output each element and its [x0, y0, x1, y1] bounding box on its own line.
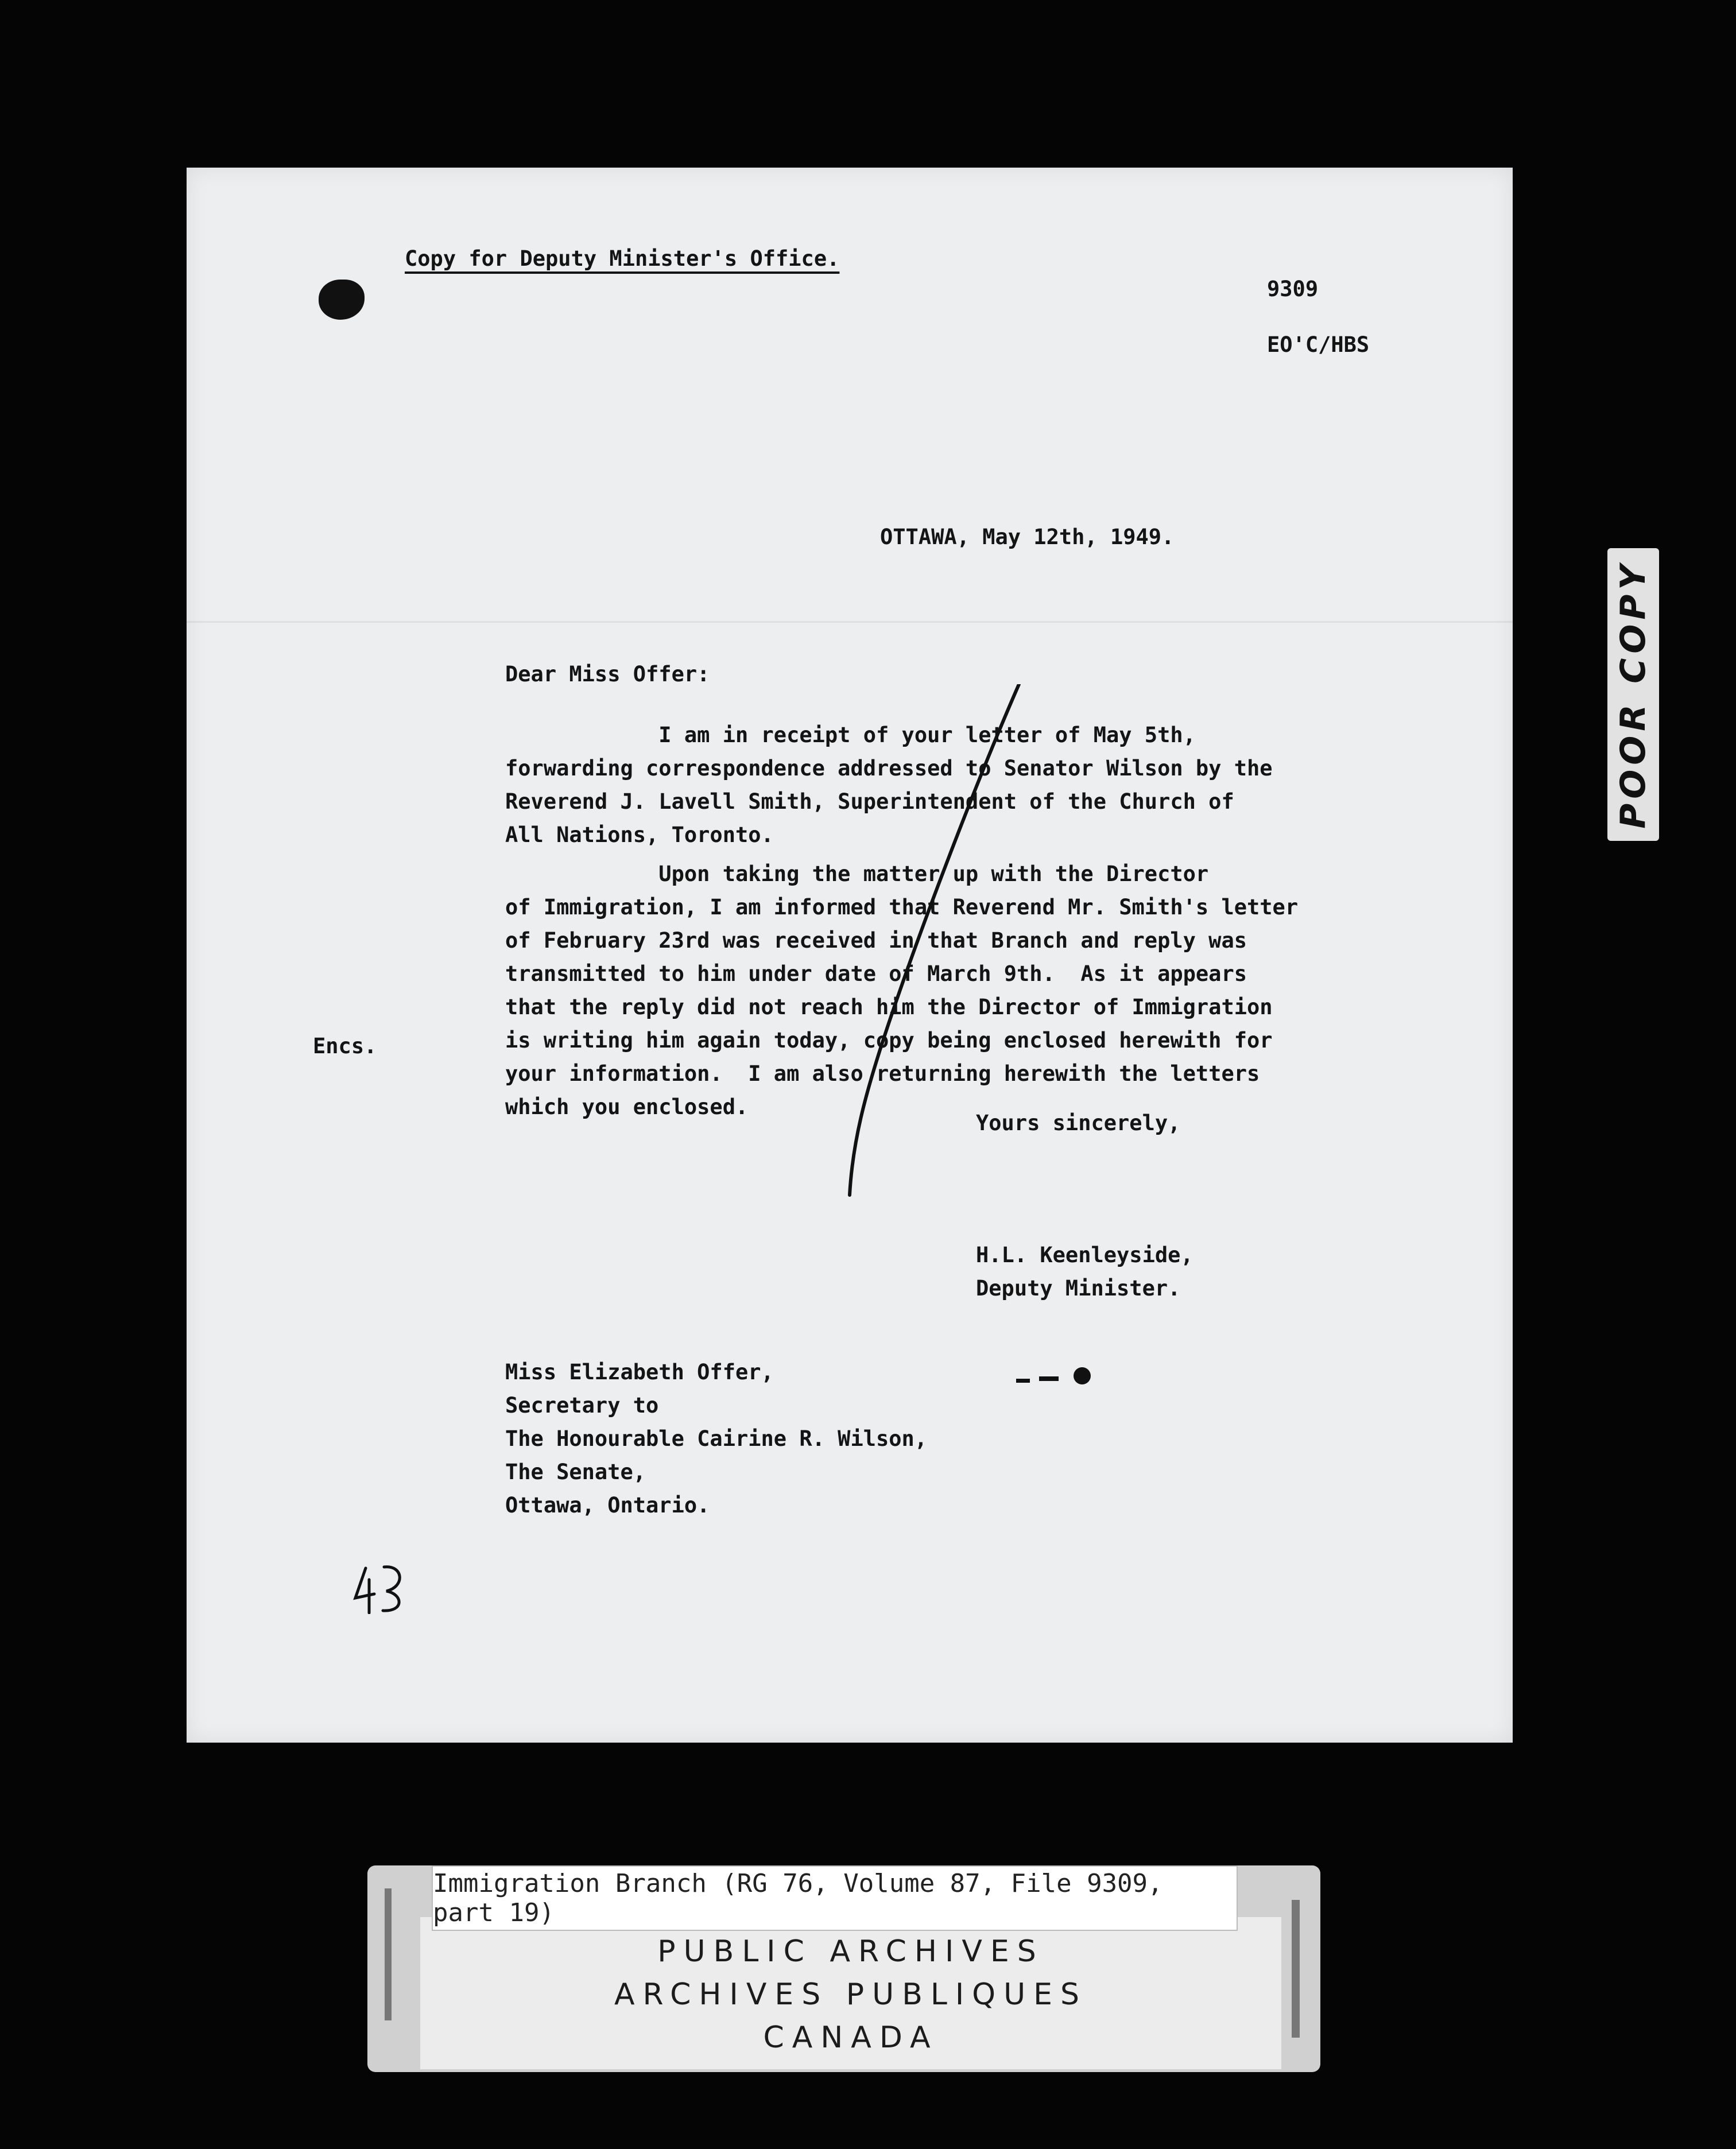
- copy-header: Copy for Deputy Minister's Office.: [405, 246, 840, 271]
- body-paragraph-2: Upon taking the matter up with the Director of Immigration, I am informed that Reverend Mr. Smith's letter of February 23rd was received in that Branch and reply was transmitted to him under date of March 9th. As it appears that the reply did not reach him the Director of Immigration is writing him again today, copy being enclosed herewith for your information. I am also returning herewith the letters which you enclosed.: [505, 862, 1299, 1119]
- ink-dash-mark: [1016, 1366, 1102, 1389]
- addressee-block: Miss Elizabeth Offer, Secretary to The Honourable Cairine R. Wilson, The Senate, Ottawa, Ontario.: [505, 1360, 928, 1518]
- closing: Yours sincerely,: [976, 1111, 1181, 1135]
- archive-reference-label: Immigration Branch (RG 76, Volume 87, File 9309, part 19): [432, 1865, 1238, 1931]
- poor-copy-stamp: POOR COPY: [1607, 548, 1659, 841]
- pen-stroke-mark: [789, 684, 1030, 1201]
- handwritten-page-mark: [348, 1562, 412, 1614]
- archive-line-french: ARCHIVES PUBLIQUES: [614, 1977, 1088, 2012]
- archive-line-country: CANADA: [763, 2020, 939, 2055]
- salutation: Dear Miss Offer:: [505, 662, 710, 686]
- signature-block: H.L. Keenleyside, Deputy Minister.: [976, 1243, 1194, 1301]
- reference-initials: EO'C/HBS: [1267, 332, 1370, 357]
- hole-punch-mark: [319, 280, 365, 320]
- archive-line-english: PUBLIC ARCHIVES: [657, 1934, 1044, 1969]
- date-line: OTTAWA, May 12th, 1949.: [880, 525, 1175, 549]
- fold-line: [187, 621, 1513, 623]
- enclosure-note: Encs.: [313, 1034, 377, 1058]
- file-number: 9309: [1267, 277, 1319, 301]
- archive-card: [420, 1917, 1281, 2069]
- letter-page: [187, 168, 1513, 1743]
- body-paragraph-1: I am in receipt of your letter of May 5th, forwarding correspondence addressed to Senator Wilson by the Reverend J. Lavell Smith, Superintendent of the Church of All Nations, Toronto.: [505, 723, 1273, 847]
